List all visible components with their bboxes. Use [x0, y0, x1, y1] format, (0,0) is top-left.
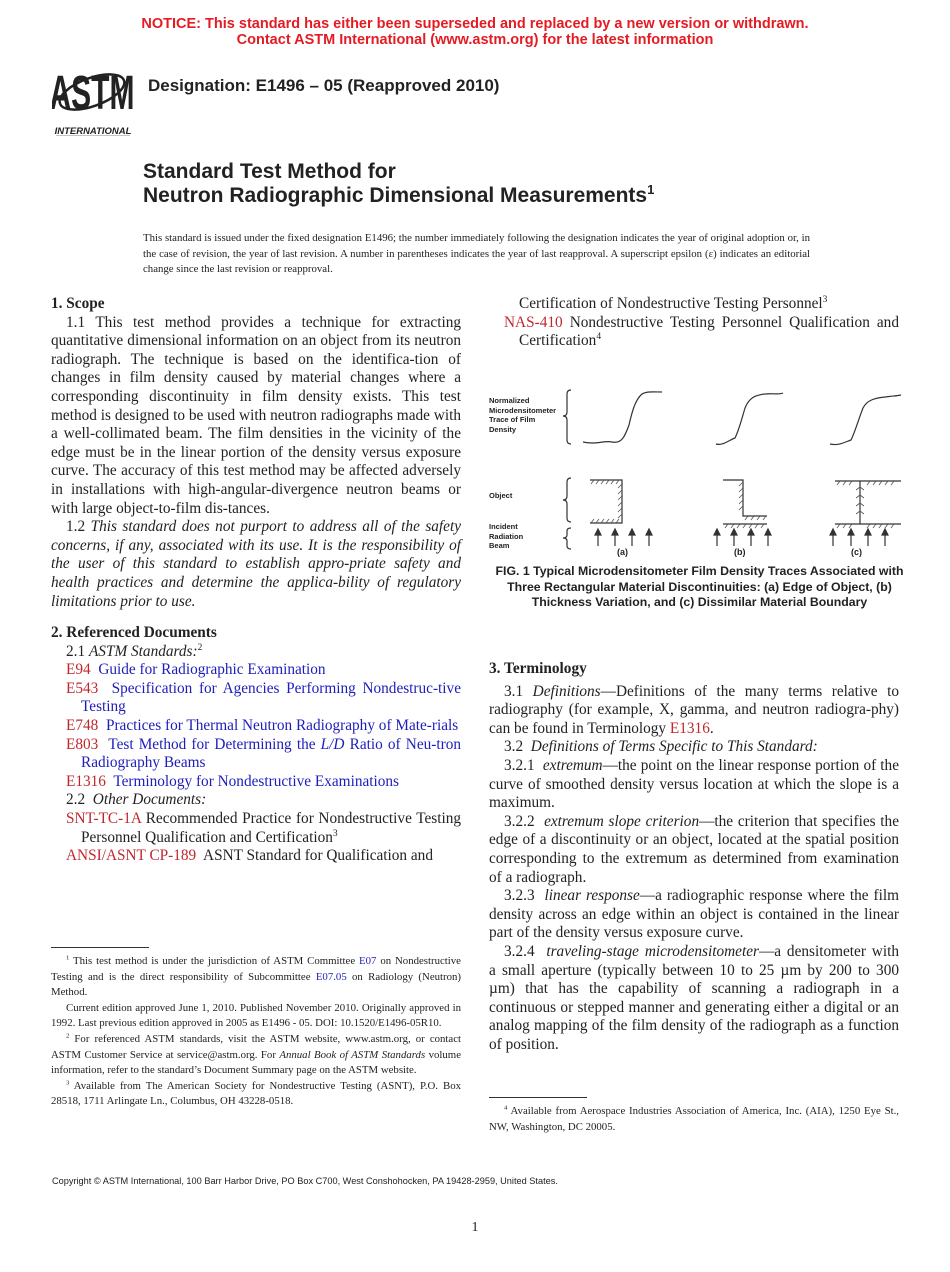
ref-code-link[interactable]: SNT-TC-1A — [66, 810, 142, 828]
ref-e94 — [66, 661, 461, 680]
withdrawn-notice — [0, 16, 950, 48]
ref-e748 — [66, 717, 461, 736]
title-footnote-mark[interactable]: 1 — [647, 182, 655, 197]
definition-3-2-1: 3.2.1 extremum—the point on the linear response portion of the curve of smoothed density versus location at which the slope is a maximum. — [489, 756, 899, 812]
footnote-1-edition: Current edition approved June 1, 2010. Published November 2010. Originally approved in 1992. Last previous edition approved in 2005 as E1496 - 05. DOI: 10.1520/E1496-05R10. — [51, 1001, 461, 1030]
definition-3-2-2: 3.2.2 extremum slope criterion—the criterion that specifies the edge of a discontinuity or an object, located at the spatial position corresponding to the extremum as determined from examination of a radiograph. — [489, 812, 899, 886]
e1316-link[interactable]: E1316 — [669, 719, 710, 737]
ref-code-link[interactable]: E748 — [66, 717, 99, 735]
footnote-1: $^1$ This test method is under the jurisdiction of ASTM Committee E07 on Nondestructive Testing and is the direct responsibility of Subcommittee E07.05 on Radiology (Neutron) Method. — [51, 954, 462, 999]
left-column — [51, 295, 461, 866]
svg-text:ASTM: ASTM — [52, 67, 134, 120]
footnote-3: $^3$ Available from The American Society for Nondestructive Testing (ASNT), P.O. Box 28518, 1711 Arlingate Ln., Columbus, OH 43228-0518. — [51, 1079, 462, 1108]
section-3-heading: 3. Terminology — [489, 660, 587, 677]
object-label: Object — [489, 491, 513, 500]
ref-title-link[interactable]: Guide for Radiographic Examination — [98, 661, 326, 679]
preamble: This standard is issued under the fixed designation E1496; the number immediately following the designation indicates the year of original adoption or, in the case of revision, the year of last revision. A number in parentheses indicates the year of last reapproval. A superscript epsilon (ε) indicates an editorial change since the last revision or reapproval. — [143, 232, 810, 275]
left-footnotes — [51, 954, 461, 1110]
panel-label-a: (a) — [617, 547, 628, 557]
ref-e543 — [66, 680, 461, 717]
ref-e803 — [66, 736, 461, 773]
footnote-divider — [489, 1097, 587, 1098]
notice-line-1: NOTICE: This standard has either been superseded and replaced by a new version or withdrawn. — [141, 16, 809, 32]
committee-link[interactable]: E07 — [359, 955, 377, 967]
astm-logo-icon — [52, 58, 134, 136]
definition-3-2-4: 3.2.4 traveling-stage microdensitometer—a densitometer with a small aperture (typically between 10 to 25 µm by 200 to 300 µm) that has the capability of scanning a radiograph in a continuous or stepped manner and generating either a digital or an analog mapping of the film density of the radiograph as a function of position. — [489, 942, 899, 1053]
section-1-heading: 1. Scope — [51, 295, 105, 312]
paragraph-1-2: 1.2 This standard does not purport to address all of the safety concerns, if any, associated with its use. It is the responsibility of the user of this standard to establish appro-priate safety and health practices and determine the applica-bility of regulatory limitations prior to use. — [51, 518, 462, 610]
subcommittee-link[interactable]: E07.05 — [315, 970, 347, 983]
subsection-2-1: 2.1 ASTM Standards:$^2$ — [66, 642, 203, 660]
paragraph-1-1: 1.1 This test method provides a technique for extracting quantitative dimensional information on an object from its neutron radiograph. The technique is based on the identifica-tion of changes in film density caused by material changes where a corresponding discontinuity in film density exists. This test method is designed to be used with neutron radiographs made with a well-collimated beam. The film densities in the vicinity of the edge must be in the linear portion of the density versus exposure curve. The accuracy of this test method may be affected adversely in installations with high-angular-divergence neutron beams or with large object-to-film dis-tances. — [51, 313, 461, 517]
ref-title-link[interactable]: Terminology for Nondestructive Examinations — [113, 772, 400, 790]
ref-code-link[interactable]: E803 — [66, 735, 99, 753]
notice-line-2: Contact ASTM International (www.astm.org) for the latest information — [236, 32, 714, 48]
title-line-2: Neutron Radiographic Dimensional Measurements$^1$ — [143, 182, 655, 207]
title-line-1: Standard Test Method for — [143, 160, 396, 183]
astm-logo — [52, 58, 134, 136]
ref-code-link[interactable]: NAS-410 — [504, 313, 563, 331]
ref-code-link[interactable]: ANSI/ASNT CP-189 — [66, 847, 197, 865]
ref-title-link[interactable]: Practices for Thermal Neutron Radiography of Mate-rials — [105, 717, 459, 735]
ref-code-link[interactable]: E94 — [66, 661, 91, 679]
microdensitometer-diagram — [487, 380, 907, 565]
designation: Designation: E1496 – 05 (Reapproved 2010) — [148, 76, 500, 95]
ref-nas-410: NAS-410 Nondestructive Testing Personnel Qualification and Certification$^4$ — [504, 313, 899, 350]
copyright: Copyright © ASTM International, 100 Barr Harbor Drive, PO Box C700, West Conshohocken, PA 19428-2959, United States. — [52, 1176, 558, 1186]
right-footnotes — [489, 1104, 899, 1135]
trace-label: Normalized Microdensitometer Trace of Film Density — [489, 396, 557, 434]
beam-label: Incident Radiation Beam — [489, 522, 524, 550]
footnote-4: $^4$ Available from Aerospace Industries Association of America, Inc. (AIA), 1250 Eye St., NW, Washington, DC 20005. — [489, 1104, 899, 1133]
right-column-top — [489, 295, 899, 351]
figure-1-caption: FIG. 1 Typical Microdensitometer Film Density Traces Associated with Three Rectangular Material Discontinuities: (a) Edge of Object, (b) Thickness Variation, and (c) Dissimilar Material Boundary — [495, 564, 904, 609]
subsection-2-2: 2.2 Other Documents: — [66, 791, 207, 809]
right-column-terminology — [489, 660, 899, 1054]
ref-code-link[interactable]: E543 — [66, 679, 99, 697]
figure-1 — [487, 380, 907, 565]
panel-label-b: (b) — [734, 547, 746, 557]
definition-3-2: 3.2 Definitions of Terms Specific to This Standard: — [504, 738, 818, 756]
ref-title-link[interactable]: Test Method for Determining the L/D Ratio of Neu-tron Radiography Beams — [81, 735, 461, 772]
page-title — [143, 160, 654, 208]
section-2-heading: 2. Referenced Documents — [51, 624, 217, 642]
ref-cp-189-part2: Certification of Nondestructive Testing Personnel$^3$ — [519, 294, 828, 312]
ref-snt-tc-1a: SNT-TC-1A Recommended Practice for Nondestructive Testing Personnel Qualification and Certification$^3$ — [66, 810, 462, 846]
page-number: 1 — [471, 1220, 479, 1235]
ref-code-link[interactable]: E1316 — [66, 772, 106, 790]
definition-3-2-3: 3.2.3 linear response—a radiographic response where the film density across an edge within an object is contained in the linear part of the density versus exposure curve. — [489, 887, 899, 942]
ref-title-link[interactable]: Specification for Agencies Performing Nondestruc-tive Testing — [81, 679, 461, 716]
svg-text:INTERNATIONAL: INTERNATIONAL — [54, 126, 132, 136]
ref-cp-189-part1: ANSI/ASNT CP-189 ASNT Standard for Qualification and — [66, 847, 433, 865]
footnote-divider — [51, 947, 149, 948]
definition-3-1: 3.1 Definitions—Definitions of the many terms relative to radiography (for example, X, gamma, and neutron radiogra-phy) can be found in Terminology E1316. — [489, 682, 899, 737]
ref-e1316 — [66, 773, 461, 792]
footnote-2: $^2$ For referenced ASTM standards, visit the ASTM website, www.astm.org, or contact ASTM Customer Service at service@astm.org. For Annual Book of ASTM Standards volume information, refer to the standard’s Document Summary page on the ASTM website. — [51, 1032, 461, 1077]
panel-label-c: (c) — [851, 547, 862, 557]
